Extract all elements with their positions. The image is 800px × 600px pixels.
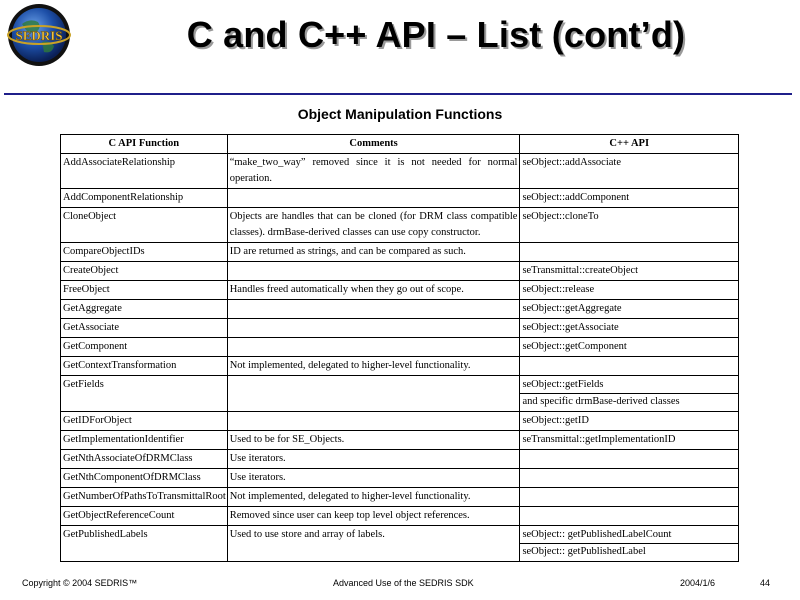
logo-text: SEDRIS — [15, 28, 63, 43]
c-api-function-cell: GetPublishedLabels — [61, 526, 228, 562]
c-api-function-cell: GetNthAssociateOfDRMClass — [61, 450, 228, 469]
comment-cell — [227, 262, 520, 281]
cpp-api-entry: and specific drmBase-derived classes — [520, 393, 738, 410]
comment-cell: “make_two_way” removed since it is not needed for normal operation. — [227, 154, 520, 189]
cpp-api-entry: seTransmittal::createObject — [522, 265, 639, 276]
table-row — [61, 507, 739, 526]
table-row — [61, 357, 739, 376]
table-row — [61, 469, 739, 488]
cpp-api-cell — [520, 431, 739, 450]
comment-cell: ID are returned as strings, and can be compared as such. — [227, 243, 520, 262]
cpp-api-cell — [520, 450, 739, 469]
table-row — [61, 189, 739, 208]
comment-cell — [227, 338, 520, 357]
cpp-api-cell — [520, 281, 739, 300]
c-api-function-cell: GetNthComponentOfDRMClass — [61, 469, 228, 488]
comment-cell: Not implemented, delegated to higher-level functionality. — [227, 488, 520, 507]
c-api-function-cell: CompareObjectIDs — [61, 243, 228, 262]
c-api-function-cell: CreateObject — [61, 262, 228, 281]
sedris-logo — [6, 2, 72, 68]
column-header-cpp-api: C++ API — [520, 135, 739, 154]
c-api-function-cell: CloneObject — [61, 208, 228, 243]
c-api-function-cell: GetFields — [61, 376, 228, 412]
cpp-api-cell — [520, 338, 739, 357]
cpp-api-cell — [520, 469, 739, 488]
cpp-api-entry: seObject::getID — [522, 415, 589, 426]
cpp-api-cell — [520, 357, 739, 376]
cpp-api-entry: seObject::release — [522, 284, 595, 295]
table-row — [61, 154, 739, 189]
c-api-function-cell: GetContextTransformation — [61, 357, 228, 376]
table-row — [61, 319, 739, 338]
cpp-api-cell — [520, 319, 739, 338]
cpp-api-cell — [520, 262, 739, 281]
table-row — [61, 262, 739, 281]
title-divider — [4, 93, 792, 95]
column-header-c-api: C API Function — [61, 135, 228, 154]
c-api-function-cell: FreeObject — [61, 281, 228, 300]
table-row — [61, 208, 739, 243]
cpp-api-entry: seObject::cloneTo — [522, 211, 599, 222]
table-row — [61, 281, 739, 300]
c-api-function-cell: GetComponent — [61, 338, 228, 357]
c-api-function-cell: AddComponentRelationship — [61, 189, 228, 208]
comment-cell — [227, 189, 520, 208]
comment-cell: Objects are handles that can be cloned (for DRM class compatible classes). drmBase-derived classes can use copy constructor. — [227, 208, 520, 243]
comment-cell: Use iterators. — [227, 469, 520, 488]
c-api-function-cell: GetNumberOfPathsToTransmittalRoot — [61, 488, 228, 507]
cpp-api-entry: seObject::getAggregate — [522, 303, 622, 314]
comment-cell: Use iterators. — [227, 450, 520, 469]
table-row — [61, 300, 739, 319]
cpp-api-cell — [520, 243, 739, 262]
table-row — [61, 488, 739, 507]
cpp-api-cell — [520, 526, 739, 562]
cpp-api-cell — [520, 300, 739, 319]
c-api-function-cell: GetIDForObject — [61, 412, 228, 431]
table-header-row — [61, 135, 739, 154]
column-header-comments: Comments — [227, 135, 520, 154]
section-title: Object Manipulation Functions — [297, 106, 503, 122]
cpp-api-entry: seObject::getComponent — [522, 341, 627, 352]
table-row — [61, 412, 739, 431]
table-row — [61, 526, 739, 562]
c-api-function-cell: AddAssociateRelationship — [61, 154, 228, 189]
slide-title: C and C++ API – List (cont’d) — [186, 14, 686, 55]
cpp-api-cell — [520, 189, 739, 208]
cpp-api-entry: seObject::getAssociate — [522, 322, 619, 333]
cpp-api-entry: seObject::addComponent — [522, 192, 630, 203]
cpp-api-entry: seObject::addAssociate — [522, 157, 621, 168]
cpp-api-entry: seObject::getFields — [522, 379, 604, 390]
comment-cell: Used to be for SE_Objects. — [227, 431, 520, 450]
cpp-api-entry: seObject:: getPublishedLabelCount — [522, 529, 672, 540]
footer-page-number: 44 — [760, 578, 771, 588]
c-api-function-cell: GetObjectReferenceCount — [61, 507, 228, 526]
cpp-api-cell — [520, 412, 739, 431]
api-table — [60, 134, 739, 562]
c-api-function-cell: GetAssociate — [61, 319, 228, 338]
comment-cell — [227, 319, 520, 338]
comment-cell — [227, 412, 520, 431]
cpp-api-cell — [520, 488, 739, 507]
footer-copyright: Copyright © 2004 SEDRIS™ — [22, 578, 138, 588]
table-row — [61, 243, 739, 262]
c-api-function-cell: GetImplementationIdentifier — [61, 431, 228, 450]
comment-cell — [227, 376, 520, 412]
cpp-api-cell — [520, 154, 739, 189]
footer-course: Advanced Use of the SEDRIS SDK — [333, 578, 474, 588]
comment-cell — [227, 300, 520, 319]
footer-date: 2004/1/6 — [680, 578, 716, 588]
comment-cell: Handles freed automatically when they go out of scope. — [227, 281, 520, 300]
comment-cell: Removed since user can keep top level object references. — [227, 507, 520, 526]
cpp-api-cell — [520, 208, 739, 243]
cpp-api-entry: seObject:: getPublishedLabel — [520, 543, 738, 560]
table-row — [61, 376, 739, 412]
c-api-function-cell: GetAggregate — [61, 300, 228, 319]
cpp-api-cell — [520, 507, 739, 526]
cpp-api-entry: seTransmittal::getImplementationID — [522, 434, 676, 445]
table-row — [61, 431, 739, 450]
cpp-api-cell — [520, 376, 739, 412]
table-row — [61, 338, 739, 357]
table-row — [61, 450, 739, 469]
comment-cell: Not implemented, delegated to higher-level functionality. — [227, 357, 520, 376]
comment-cell: Used to use store and array of labels. — [227, 526, 520, 562]
